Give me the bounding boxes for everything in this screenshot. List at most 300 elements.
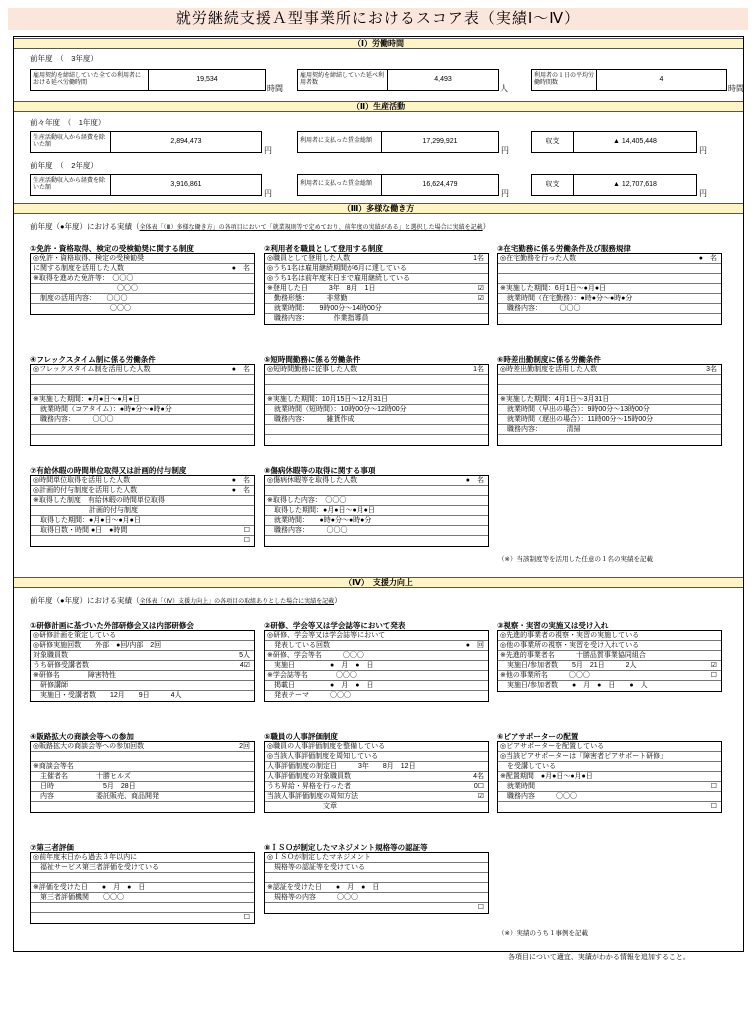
row-text: ※他の事業所名 〇〇〇 [500,672,590,679]
s2-r2-profit-label: 生産活動収入から経費を除いた額 [31,175,111,195]
score-item-row [265,681,488,691]
score-item-row [265,873,488,883]
row-value [484,415,486,424]
s2-r1-wage-label: 利用者に支払った賃金総額 [298,132,382,152]
score-item-body [264,365,489,446]
s1-box-hours [30,69,266,91]
score-item-row [265,284,488,294]
score-item-heading: ④フレックスタイム制に係る労働条件 [30,355,255,365]
score-item-1 [30,244,255,315]
s1-box-avg-label: 利用者の１日の平均労働時間数 [532,70,597,90]
s1-box-hours-label: 雇用契約を締結していた全ての利用者における延べ労働時間 [31,70,149,90]
score-item-row [498,762,721,772]
row-text: 対象職員数 [33,652,68,659]
row-text: 職務内容： 〇〇〇 [500,305,581,312]
row-value [484,314,486,324]
row-text: ◎ＩＳＯが制定したマネジメント [267,854,371,861]
row-text: 〇〇〇 [33,305,131,312]
row-value [717,752,719,761]
row-value [717,405,719,414]
score-item-row [31,641,254,651]
score-item-body [30,254,255,315]
score-item-body [30,476,255,547]
s2-r1-profit-label: 生産活動収入から経費を除いた額 [31,132,111,152]
row-text: ※研修、学会等名 〇〇〇 [267,652,364,659]
score-item-body [30,631,255,702]
score-item-4 [30,355,255,446]
score-item-row [31,631,254,641]
s2-r2-wage-unit: 円 [501,189,509,198]
row-text: ※実施した期間：●月●日～●月●日 [33,396,140,403]
row-value: ☑ [710,662,717,669]
score-item-row [498,792,721,802]
row-text: うち昇給・昇格を行った者 [267,783,351,790]
score-item-row [265,802,488,812]
score-item-row [31,782,254,792]
score-item-8 [264,466,489,547]
row-value [484,752,486,761]
row-value [250,893,252,902]
section-1-band: （Ⅰ）労働時間 [14,38,743,49]
score-item-row [265,385,488,395]
score-item-body [264,254,489,325]
score-item-body [30,742,255,813]
score-item-row [265,641,488,651]
row-text: 実施日・受講者数 12月 9日 4人 [33,692,182,699]
row-value [250,284,252,293]
row-value [717,294,719,303]
row-text: ◎うち1名は前年度末日まで雇用継続している [267,275,411,282]
s2-r2-balance-label: 収支 [532,175,574,195]
row-text [500,264,717,273]
row-value [484,526,486,535]
s1-box-avg [531,69,727,91]
row-text: ◎販路拡大の商談会等への参加回数 [33,743,145,750]
row-text: ◎先進的事業者の視察・実習の実施している [500,632,640,639]
score-item-body [30,365,255,446]
row-text [267,385,484,394]
row-text: 職務内容： 〇〇〇 [33,416,114,423]
s2-r1-profit-value: 2,894,473 [170,137,202,145]
score-item-row [498,802,721,812]
score-item-row [265,375,488,385]
score-item-row [31,254,254,264]
score-item-row [31,415,254,425]
row-text: 就業時間（在宅勤務）：●時●分～●時●分 [500,295,633,302]
row-text [33,425,250,434]
row-value [717,415,719,424]
s1-box-users-value: 4,493 [434,75,452,83]
score-item-row [31,395,254,405]
score-item-body [264,476,489,547]
row-text: 文章 [267,803,337,810]
score-item-13 [264,732,489,813]
score-item-7 [30,466,255,547]
row-text [500,274,717,283]
score-item-body [497,631,722,692]
score-item-row [498,284,721,294]
score-item-row [31,304,254,314]
row-value [484,516,486,525]
row-text: に関する制度を活用した人数 [33,265,124,272]
score-item-row [265,314,488,324]
score-item-row [265,415,488,425]
score-item-heading: ⑧ＩＳＯが制定したマネジメント規格等の認証等 [264,843,489,853]
score-item-row [498,294,721,304]
row-value [484,671,486,680]
score-item-row [265,435,488,445]
score-item-body [30,853,255,924]
s2-r1-wage-value: 17,299,921 [422,137,458,145]
score-item-row [265,762,488,772]
row-text: ◎当該ピアサポーターは「障害者ピアサポート研修」 [500,753,668,760]
row-value: ☑ [477,793,484,800]
row-value [250,304,252,314]
row-value [250,883,252,892]
score-item-row [31,526,254,536]
row-value [250,681,252,690]
score-item-row [31,405,254,415]
row-value [484,863,486,872]
s3-intro-suffix: ） [482,222,491,231]
row-value [250,254,252,263]
score-item-row [31,536,254,546]
score-item-row [265,365,488,375]
row-value [717,772,719,781]
row-value [250,903,252,912]
score-item-row [265,395,488,405]
score-item-row [31,435,254,445]
score-item-row [265,274,488,284]
row-value [484,883,486,892]
s2-r1-wage-unit: 円 [501,146,509,155]
row-text: 当該人事評価制度の周知方法 [267,793,358,800]
row-value: ● 名 [698,255,717,262]
score-item-row [498,314,721,324]
score-item-row [31,284,254,294]
s3-footnote: （※）当該制度等を活用した任意の１名の実績を記載 [498,556,653,563]
row-text: 取得日数・時間 ●日 ●時間 [33,527,128,534]
s2-r2-wage-label: 利用者に支払った賃金総額 [298,175,382,195]
score-item-row [265,903,488,913]
score-item-row [31,661,254,671]
row-value [484,405,486,414]
score-item-row [31,802,254,812]
row-value [717,762,719,771]
row-text: ※登用した日 3年 8月 1日 [267,285,376,292]
row-text: 取得した期間：●月●日～●月●日 [267,507,375,514]
row-value [484,496,486,505]
row-text: ※取得した制度 有給休暇の時間単位取得 [33,497,165,504]
row-value [484,264,486,273]
row-text: 実施日/参加者数 5月 21日 2人 [500,662,637,669]
row-text [267,375,484,384]
row-value [484,762,486,771]
s2-r1-profit-unit: 円 [264,146,272,155]
s1-unit-hours: 時間 [267,84,283,93]
row-text: 主催者名 十勝ヒルズ [33,773,131,780]
row-value: ● 名 [231,487,250,494]
row-text: ※取得した内容： 〇〇〇 [267,497,347,504]
row-text [33,375,250,384]
row-text: ◎ピアサポーターを配置している [500,743,605,750]
row-value [717,274,719,283]
row-text: 実施日/参加者数 ● 月 ● 日 ● 人 [500,682,648,689]
row-text [267,873,484,882]
row-value [484,631,486,640]
row-text: 内容 委託販売、商品開発 [33,793,159,800]
score-item-12 [30,732,255,813]
score-item-row [498,274,721,284]
row-text: 規格等の認証等を受けている [267,864,365,871]
row-text: 就業時間（早出の場合）：9時00分～13時00分 [500,406,650,413]
row-value [717,651,719,660]
score-item-row [265,496,488,506]
score-item-heading: ⑥時差出勤制度に係る労働条件 [497,355,722,365]
row-value [250,772,252,781]
score-item-row [31,264,254,274]
row-text: 職務内容： 清掃 [500,426,581,433]
score-item-row [31,913,254,923]
row-text: うち研修受講者数 [33,662,89,669]
row-value [484,385,486,394]
row-value [250,274,252,283]
score-item-row [265,476,488,486]
score-item-row [498,671,721,681]
row-text: ◎当該人事評価制度を周知している [267,753,379,760]
score-item-3 [497,244,722,325]
score-item-row [265,752,488,762]
row-value [717,792,719,801]
row-text: ◎研修計画を策定している [33,632,117,639]
row-value: 0☐ [473,783,484,790]
score-item-14 [497,732,722,813]
row-value [717,641,719,650]
score-item-heading: ①研修計画に基づいた外部研修会又は内部研修会 [30,621,255,631]
row-text: 職務内容： 〇〇〇 [267,527,348,534]
score-item-5 [264,355,489,446]
row-text: 発表している回数 [267,642,330,649]
row-value: ● 名 [231,477,250,484]
section-3-band: （Ⅲ）多様な働き方 [14,203,743,214]
score-item-heading: ⑤職員の人事評価制度 [264,732,489,742]
score-item-heading: ⑤短時間勤務に係る労働条件 [264,355,489,365]
row-value [484,506,486,515]
row-value [250,792,252,801]
row-text: ※実施した期間：10月15日～12月31日 [267,396,389,403]
row-value: ☑ [477,285,484,292]
s3-intro-condition: 全体表「（Ⅲ）多様な働き方」の各項目において「就業規則等で定めており、前年度の実績がある」と選択した場合に実績を記載 [139,225,483,231]
row-value [250,385,252,394]
row-value: 1名 [473,255,484,262]
score-item-row [31,691,254,701]
score-item-row [265,294,488,304]
score-item-row [265,536,488,546]
score-item-heading: ③在宅勤務に係る労働条件及び服務規律 [497,244,722,254]
row-text: ◎フレックスタイム制を活用した人数 [33,366,151,373]
row-value [717,631,719,640]
row-text: 研修講師 [33,682,68,689]
row-value [250,641,252,650]
score-item-row [31,486,254,496]
score-item-row [498,395,721,405]
score-item-row [31,772,254,782]
score-item-row [498,661,721,671]
score-item-row [498,385,721,395]
row-text: ※実施した期間：4月1日～3月31日 [500,396,610,403]
row-text: 職務内容： 雑貨作成 [267,416,355,423]
row-text: ※学会誌等名 〇〇〇 [267,672,357,679]
row-value [717,385,719,394]
row-text: 勤務形態： 非常勤 [267,295,348,302]
s1-box-hours-value: 19,534 [196,75,218,83]
score-item-row [31,506,254,516]
row-text: ◎研修、学会等又は学会誌等において [267,632,386,639]
row-value: ☐ [243,527,250,534]
score-item-row [498,264,721,274]
row-text: ◎他の事業所の視察・実習を受け入れている [500,642,640,649]
score-item-row [31,496,254,506]
score-item-row [265,742,488,752]
footer-note: 各項目について適宜、実績がわかる情報を追加すること。 [508,954,690,961]
row-value [250,425,252,434]
score-item-body [264,742,489,813]
row-text: ◎計画的付与制度を活用した人数 [33,487,138,494]
row-text: ◎短時間勤務に従事した人数 [267,366,358,373]
row-text: 発表テーマ 〇〇〇 [267,692,351,699]
row-text: ◎免許・資格取得、検定の受検勧奨 [33,255,145,262]
row-text: ◎うち1名は雇用継続期間が6月に達している [267,265,407,272]
row-value: ● 名 [231,366,250,373]
score-item-row [31,671,254,681]
score-item-body [497,742,722,813]
score-item-row [31,274,254,284]
score-item-row [265,516,488,526]
row-value [484,681,486,690]
s4-intro [30,596,342,606]
s2-r2-balance-unit: 円 [699,189,707,198]
row-value: ● 名 [231,265,250,272]
row-text: ※評価を受けた日 ● 月 ● 日 [33,884,146,891]
score-item-heading: ⑧傷病休暇等の取得に関する事項 [264,466,489,476]
score-item-row [31,651,254,661]
score-item-row [498,752,721,762]
s2-r1-profit [30,131,262,153]
row-text: ◎職員として登用した人数 [267,255,351,262]
score-item-row [498,772,721,782]
row-value: 1名 [473,366,484,373]
score-item-row [498,782,721,792]
score-item-row [31,873,254,883]
score-item-row [498,405,721,415]
score-item-row [265,863,488,873]
s2-r1-wage [297,131,499,153]
score-item-heading: ①免許・資格取得、検定の受検勧奨に関する制度 [30,244,255,254]
row-value [717,435,719,445]
row-value: 4名 [473,773,484,780]
row-text: ※認証を受けた日 ● 月 ● 日 [267,884,380,891]
row-text [33,435,250,445]
score-item-row [265,651,488,661]
row-text: 日時 5月 28日 [33,783,136,790]
s2-r1-balance-unit: 円 [699,146,707,155]
score-item-row [31,516,254,526]
row-value [484,486,486,495]
score-item-row [498,415,721,425]
row-value [484,691,486,701]
row-text: 取得した期間：●月●日～●月●日 [33,517,141,524]
score-item-heading: ②利用者を職員として登用する制度 [264,244,489,254]
row-text: 職務内容： 作業指導員 [267,315,369,322]
score-item-heading: ④販路拡大の商談会等への参加 [30,732,255,742]
score-item-9 [30,621,255,702]
row-text: 福祉サービス第三者評価を受けている [33,864,159,871]
score-item-body [264,631,489,702]
score-item-row [265,691,488,701]
row-value: ● 回 [465,642,484,649]
score-item-row [31,681,254,691]
row-value: ● 名 [465,477,484,484]
row-value [250,691,252,701]
score-item-row [31,883,254,893]
s1-box-users [297,69,499,91]
row-text: ※配置期間 ●月●日～●月●日 [500,773,593,780]
row-text [33,385,250,394]
section-2-band: （Ⅱ）生産活動 [14,101,743,112]
row-value [250,405,252,414]
row-text: ※先進的事業者名 十勝品質事業協同組合 [500,652,646,659]
row-text [33,802,250,812]
row-value [717,304,719,313]
row-value [484,651,486,660]
score-item-row [498,254,721,264]
row-value [250,762,252,771]
row-value [717,681,719,691]
score-item-row [31,762,254,772]
row-value [250,802,252,812]
score-item-row [265,893,488,903]
row-value [250,516,252,525]
score-item-10 [264,621,489,702]
row-text: ◎職員の人事評価制度を整備している [267,743,386,750]
s2-r2-balance-value: ▲ 12,707,618 [613,180,657,188]
row-text: ◎前年度末日から過去３年以内に [33,854,138,861]
row-value [484,274,486,283]
row-text [33,913,244,923]
row-text [267,486,484,495]
score-item-body [264,853,489,914]
score-item-row [265,405,488,415]
s2-r2-profit-unit: 円 [264,189,272,198]
row-value [250,375,252,384]
score-item-row [265,661,488,671]
row-value: ☐ [710,803,717,810]
row-text: 就業時間（コアタイム）：●時●分～●時●分 [33,406,172,413]
row-text: ◎時差出勤制度を活用した人数 [500,366,598,373]
row-value [250,435,252,445]
score-item-row [265,486,488,496]
score-item-row [265,671,488,681]
section-4-band: （Ⅳ） 支援力向上 [14,577,743,588]
s4-intro-prefix: 前年度（●年度）における実績（ [30,596,140,605]
row-value: 2回 [239,743,250,750]
score-item-row [498,365,721,375]
row-value [250,631,252,640]
s2-r2-profit-value: 3,916,861 [170,180,202,188]
score-item-row [498,681,721,691]
s4-intro-suffix: ） [334,596,342,605]
row-text [500,375,717,384]
